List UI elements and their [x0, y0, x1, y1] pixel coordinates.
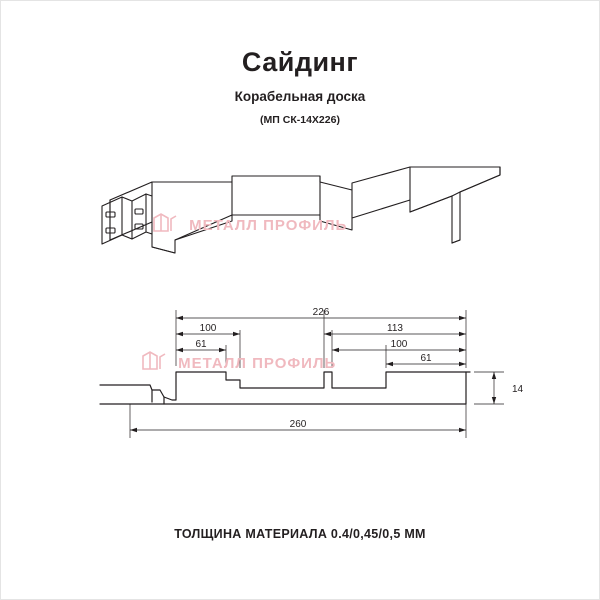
dim-left-100: 100 [199, 323, 217, 334]
page-title: Сайдинг [241, 47, 359, 77]
dim-right-100: 100 [390, 339, 408, 350]
dim-total-bottom: 260 [289, 419, 307, 430]
page-subtitle: Корабельная доска [234, 88, 366, 104]
dim-height: 14 [512, 384, 524, 395]
watermark-bottom [141, 346, 336, 372]
product-code: (МП СК-14Х226) [260, 113, 340, 126]
watermark-logo-icon-2 [141, 350, 167, 372]
watermark-top [152, 208, 347, 234]
dim-left-61: 61 [195, 339, 207, 350]
profile-cross-section [100, 372, 470, 404]
material-thickness-note: ТОЛЩИНА МАТЕРИАЛА 0.4/0,45/0,5 ММ [174, 527, 426, 541]
dim-right-113: 113 [387, 323, 403, 334]
watermark-text-bottom: МЕТАЛЛ ПРОФИЛЬ [178, 355, 337, 372]
dim-right-61: 61 [420, 353, 432, 364]
dimension-arrows [130, 316, 496, 432]
dim-total-top: 226 [312, 307, 330, 318]
watermark-logo-icon [152, 212, 178, 234]
dimension-lines [130, 310, 504, 438]
watermark-text-top: МЕТАЛЛ ПРОФИЛЬ [189, 217, 348, 234]
